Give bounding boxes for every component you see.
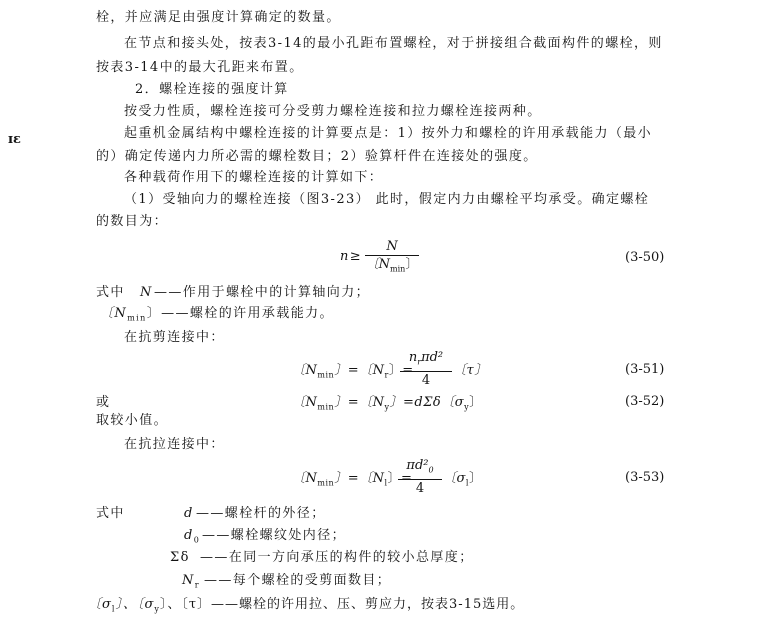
eq52-body: 〔$N_{min}$〕=〔$N_y$〕=dΣδ〔$\sigma_y$〕	[292, 395, 483, 412]
where-item-Nmin: 〔$N_{min}$〕——螺栓的许用承载能力。	[100, 306, 334, 323]
eq51-number: (3-51)	[625, 362, 665, 377]
take-smaller-note: 取较小值。	[96, 413, 169, 428]
eq51-fraction	[400, 350, 452, 388]
eq50-denominator: 〔$N_{min}$〕	[365, 257, 419, 274]
where-label-1: 式中	[96, 285, 125, 300]
shear-title: 在抗剪连接中：	[124, 330, 225, 345]
text-line-6: 起重机金属结构中螺栓连接的计算要点是：1）按外力和螺栓的许用承载能力（最小	[124, 126, 653, 141]
text-line-5: 按受力性质，螺栓连接可分受剪力螺栓连接和拉力螺栓连接两种。	[124, 104, 542, 119]
text-line-7: 的）确定传递内力所必需的螺栓数目；2）验算杆件在连接处的强度。	[96, 149, 538, 164]
where-symbol-Nr: $N_r$	[182, 573, 201, 590]
eq51-tail: 〔τ〕	[453, 363, 488, 378]
where-desc-N: ——作用于螺栓中的计算轴向力；	[154, 285, 371, 300]
eq51-denominator: 4	[421, 372, 431, 388]
where-desc-d0: ——螺栓螺纹处内径；	[202, 528, 347, 543]
eq50-numerator: N	[386, 239, 398, 254]
where-symbol-sum-delta: Σδ	[170, 550, 190, 565]
text-line-2: 在节点和接头处，按表3-14的最小孔距布置螺栓，对于拼接组合截面构件的螺栓，则	[124, 36, 663, 51]
eq51-numerator: $n_r\pi d^2$	[408, 350, 444, 367]
eq50-fraction	[365, 239, 419, 277]
where-symbol-d0: $d_0$	[184, 528, 201, 545]
text-line-8: 各种载荷作用下的螺栓连接的计算如下：	[124, 170, 384, 185]
where-desc-sum-delta: ——在同一方向承压的构件的较小总厚度；	[200, 550, 474, 565]
where-symbol-N: N	[140, 285, 153, 300]
fraction-bar	[400, 371, 452, 372]
where-allowable-stresses: 〔$\sigma_l$〕、〔$\sigma_y$〕、〔τ〕——螺栓的许用拉、压、剪应力，按表3-15选用。	[88, 597, 525, 614]
eq53-denominator: 4	[415, 480, 425, 496]
eq53-lhs: 〔$N_{min}$〕=〔$N_l$〕=	[292, 471, 413, 488]
where-label-2: 式中	[96, 506, 125, 521]
text-line-3: 按表3-14中的最大孔距来布置。	[96, 60, 304, 75]
where-desc-d: ——螺栓杆的外径；	[196, 506, 326, 521]
tension-title: 在抗拉连接中：	[124, 437, 225, 452]
eq52-number: (3-52)	[625, 394, 665, 409]
where-desc-Nr: ——每个螺栓的受剪面数目；	[204, 573, 392, 588]
fraction-bar	[398, 479, 442, 480]
eq53-tail: 〔$\sigma_l$〕	[443, 471, 483, 488]
fraction-bar	[365, 255, 419, 256]
eq51-lhs: 〔$N_{min}$〕=〔$N_r$〕=	[292, 363, 414, 380]
eq50-number: (3-50)	[625, 250, 665, 265]
where-symbol-d: d	[184, 506, 194, 521]
text-line-1: 栓，并应满足由强度计算确定的数量。	[96, 10, 341, 25]
eq53-fraction	[398, 458, 442, 496]
eq53-number: (3-53)	[625, 470, 665, 485]
margin-mark: ɪɛ	[8, 132, 21, 147]
eq52-or: 或	[96, 395, 111, 410]
eq53-numerator: $\pi d^2_0$	[406, 458, 434, 475]
text-line-9: （1）受轴向力的螺栓连接（图3-23） 此时，假定内力由螺栓平均承受。确定螺栓	[124, 192, 650, 207]
eq50-lhs: n≥	[340, 249, 363, 264]
section-heading: 2．螺栓连接的强度计算	[135, 82, 289, 97]
text-line-10: 的数目为：	[96, 214, 169, 229]
